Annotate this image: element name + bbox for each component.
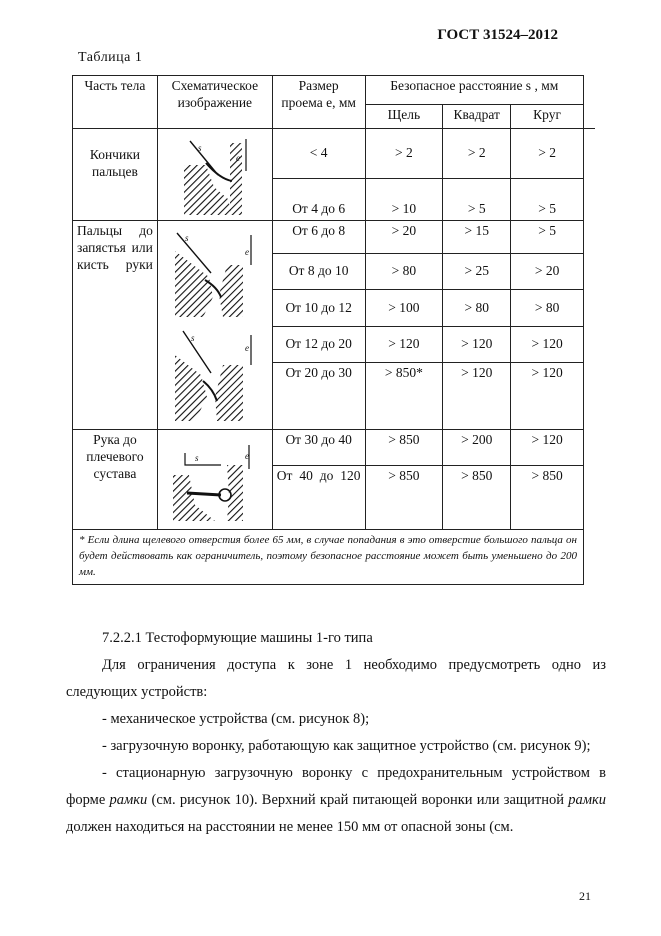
row-circle: > 20 — [511, 254, 584, 290]
row-circle: > 5 — [511, 221, 584, 254]
table-rule-extension — [583, 128, 595, 129]
row-square: > 120 — [443, 327, 511, 363]
svg-text:s: s — [197, 142, 202, 153]
header-body-part: Часть тела — [73, 76, 158, 129]
row-square: > 850 — [443, 466, 511, 530]
svg-text:s: s — [194, 452, 199, 463]
page-number: 21 — [579, 889, 591, 903]
group-arm-to-shoulder: Рука до плечевого сустава — [73, 430, 158, 530]
row-circle: > 850 — [511, 466, 584, 530]
hand-scheme-icon — [165, 225, 265, 425]
list-item: - загрузочную воронку, работающую как защитное устройство (см. рисунок 9); — [102, 738, 591, 754]
row-size: От 30 до 40 — [272, 430, 365, 466]
fingertip-scheme-figure — [157, 129, 272, 221]
row-square: > 5 — [443, 179, 511, 221]
list-item — [66, 760, 606, 841]
paragraph: Для ограничения доступа к зоне 1 необходимо предусмотреть одно из следующих устройств: — [66, 657, 606, 700]
row-slot: > 2 — [365, 129, 443, 179]
section-heading: 7.2.2.1 Тестоформующие машины 1-го типа — [102, 630, 373, 646]
row-size: От 20 до 30 — [272, 363, 365, 430]
row-slot: > 80 — [365, 254, 443, 290]
svg-text:s: s — [190, 333, 195, 343]
italic-term: рамки — [568, 792, 606, 808]
table-row — [73, 430, 584, 466]
row-slot: > 850 — [365, 430, 443, 466]
header-square: Квадрат — [443, 105, 511, 129]
svg-text:s: s — [184, 233, 189, 243]
hand-scheme-figure — [157, 221, 272, 430]
header-opening-size: Размер проема е, мм — [272, 76, 365, 129]
svg-text:e: e — [244, 450, 249, 461]
row-size: От 12 до 20 — [272, 327, 365, 363]
row-slot: > 120 — [365, 327, 443, 363]
group-fingertips: Кончики пальцев — [73, 129, 158, 221]
row-square: > 80 — [443, 290, 511, 327]
row-square: > 15 — [443, 221, 511, 254]
row-circle: > 120 — [511, 327, 584, 363]
row-circle: > 120 — [511, 363, 584, 430]
header-safe-distance: Безопасное расстояние s , мм — [365, 76, 584, 105]
row-circle: > 5 — [511, 179, 584, 221]
row-square: > 200 — [443, 430, 511, 466]
list-item: - механическое устройства (см. рисунок 8); — [102, 711, 370, 727]
table-row — [73, 129, 584, 179]
header-scheme: Схематическое изображение — [157, 76, 272, 129]
row-size: От 6 до 8 — [272, 221, 365, 254]
arm-scheme-icon — [165, 435, 265, 525]
row-slot: > 20 — [365, 221, 443, 254]
group-fingers-to-wrist: Пальцы до запястья или кисть руки — [73, 221, 158, 430]
row-size: От 10 до 12 — [272, 290, 365, 327]
text-run: - стационарную загрузочную воронку с предохранительным устройством в форме — [66, 765, 606, 808]
table-caption: Таблица 1 — [78, 50, 143, 65]
text-run: (см. рисунок 10). Верхний край питающей воронки или защитной — [147, 792, 569, 808]
header-circle: Круг — [511, 105, 584, 129]
document-header: ГОСТ 31524–2012 — [437, 27, 558, 43]
text-run: должен находиться на расстоянии не менее 150 мм от опасной зоны (см. — [66, 819, 514, 835]
row-circle: > 2 — [511, 129, 584, 179]
arm-scheme-figure — [157, 430, 272, 530]
header-slot: Щель — [365, 105, 443, 129]
row-slot: > 850* — [365, 363, 443, 430]
svg-text:e: e — [244, 247, 249, 257]
row-slot: > 850 — [365, 466, 443, 530]
row-slot: > 10 — [365, 179, 443, 221]
safety-distance-table — [72, 75, 584, 585]
table-row — [73, 221, 584, 254]
row-circle: > 120 — [511, 430, 584, 466]
table-footnote: * Если длина щелевого отверстия более 65 мм, в случае попадания в это отверстие большого пальца он будет действовать как ограничитель, поэтому безопасное расстояние может быть уменьшено до 200 мм. — [73, 530, 584, 585]
row-slot: > 100 — [365, 290, 443, 327]
row-circle: > 80 — [511, 290, 584, 327]
row-size: От 8 до 10 — [272, 254, 365, 290]
row-square: > 120 — [443, 363, 511, 430]
body-text — [66, 625, 606, 841]
row-size: От 4 до 6 — [272, 179, 365, 221]
italic-term: рамки — [109, 792, 148, 808]
row-size: От 40 до 120 — [272, 466, 365, 530]
svg-text:e: e — [244, 343, 249, 353]
row-square: > 2 — [443, 129, 511, 179]
row-square: > 25 — [443, 254, 511, 290]
row-size: < 4 — [272, 129, 365, 179]
svg-text:e: e — [235, 152, 240, 163]
fingertip-scheme-icon — [170, 135, 260, 215]
